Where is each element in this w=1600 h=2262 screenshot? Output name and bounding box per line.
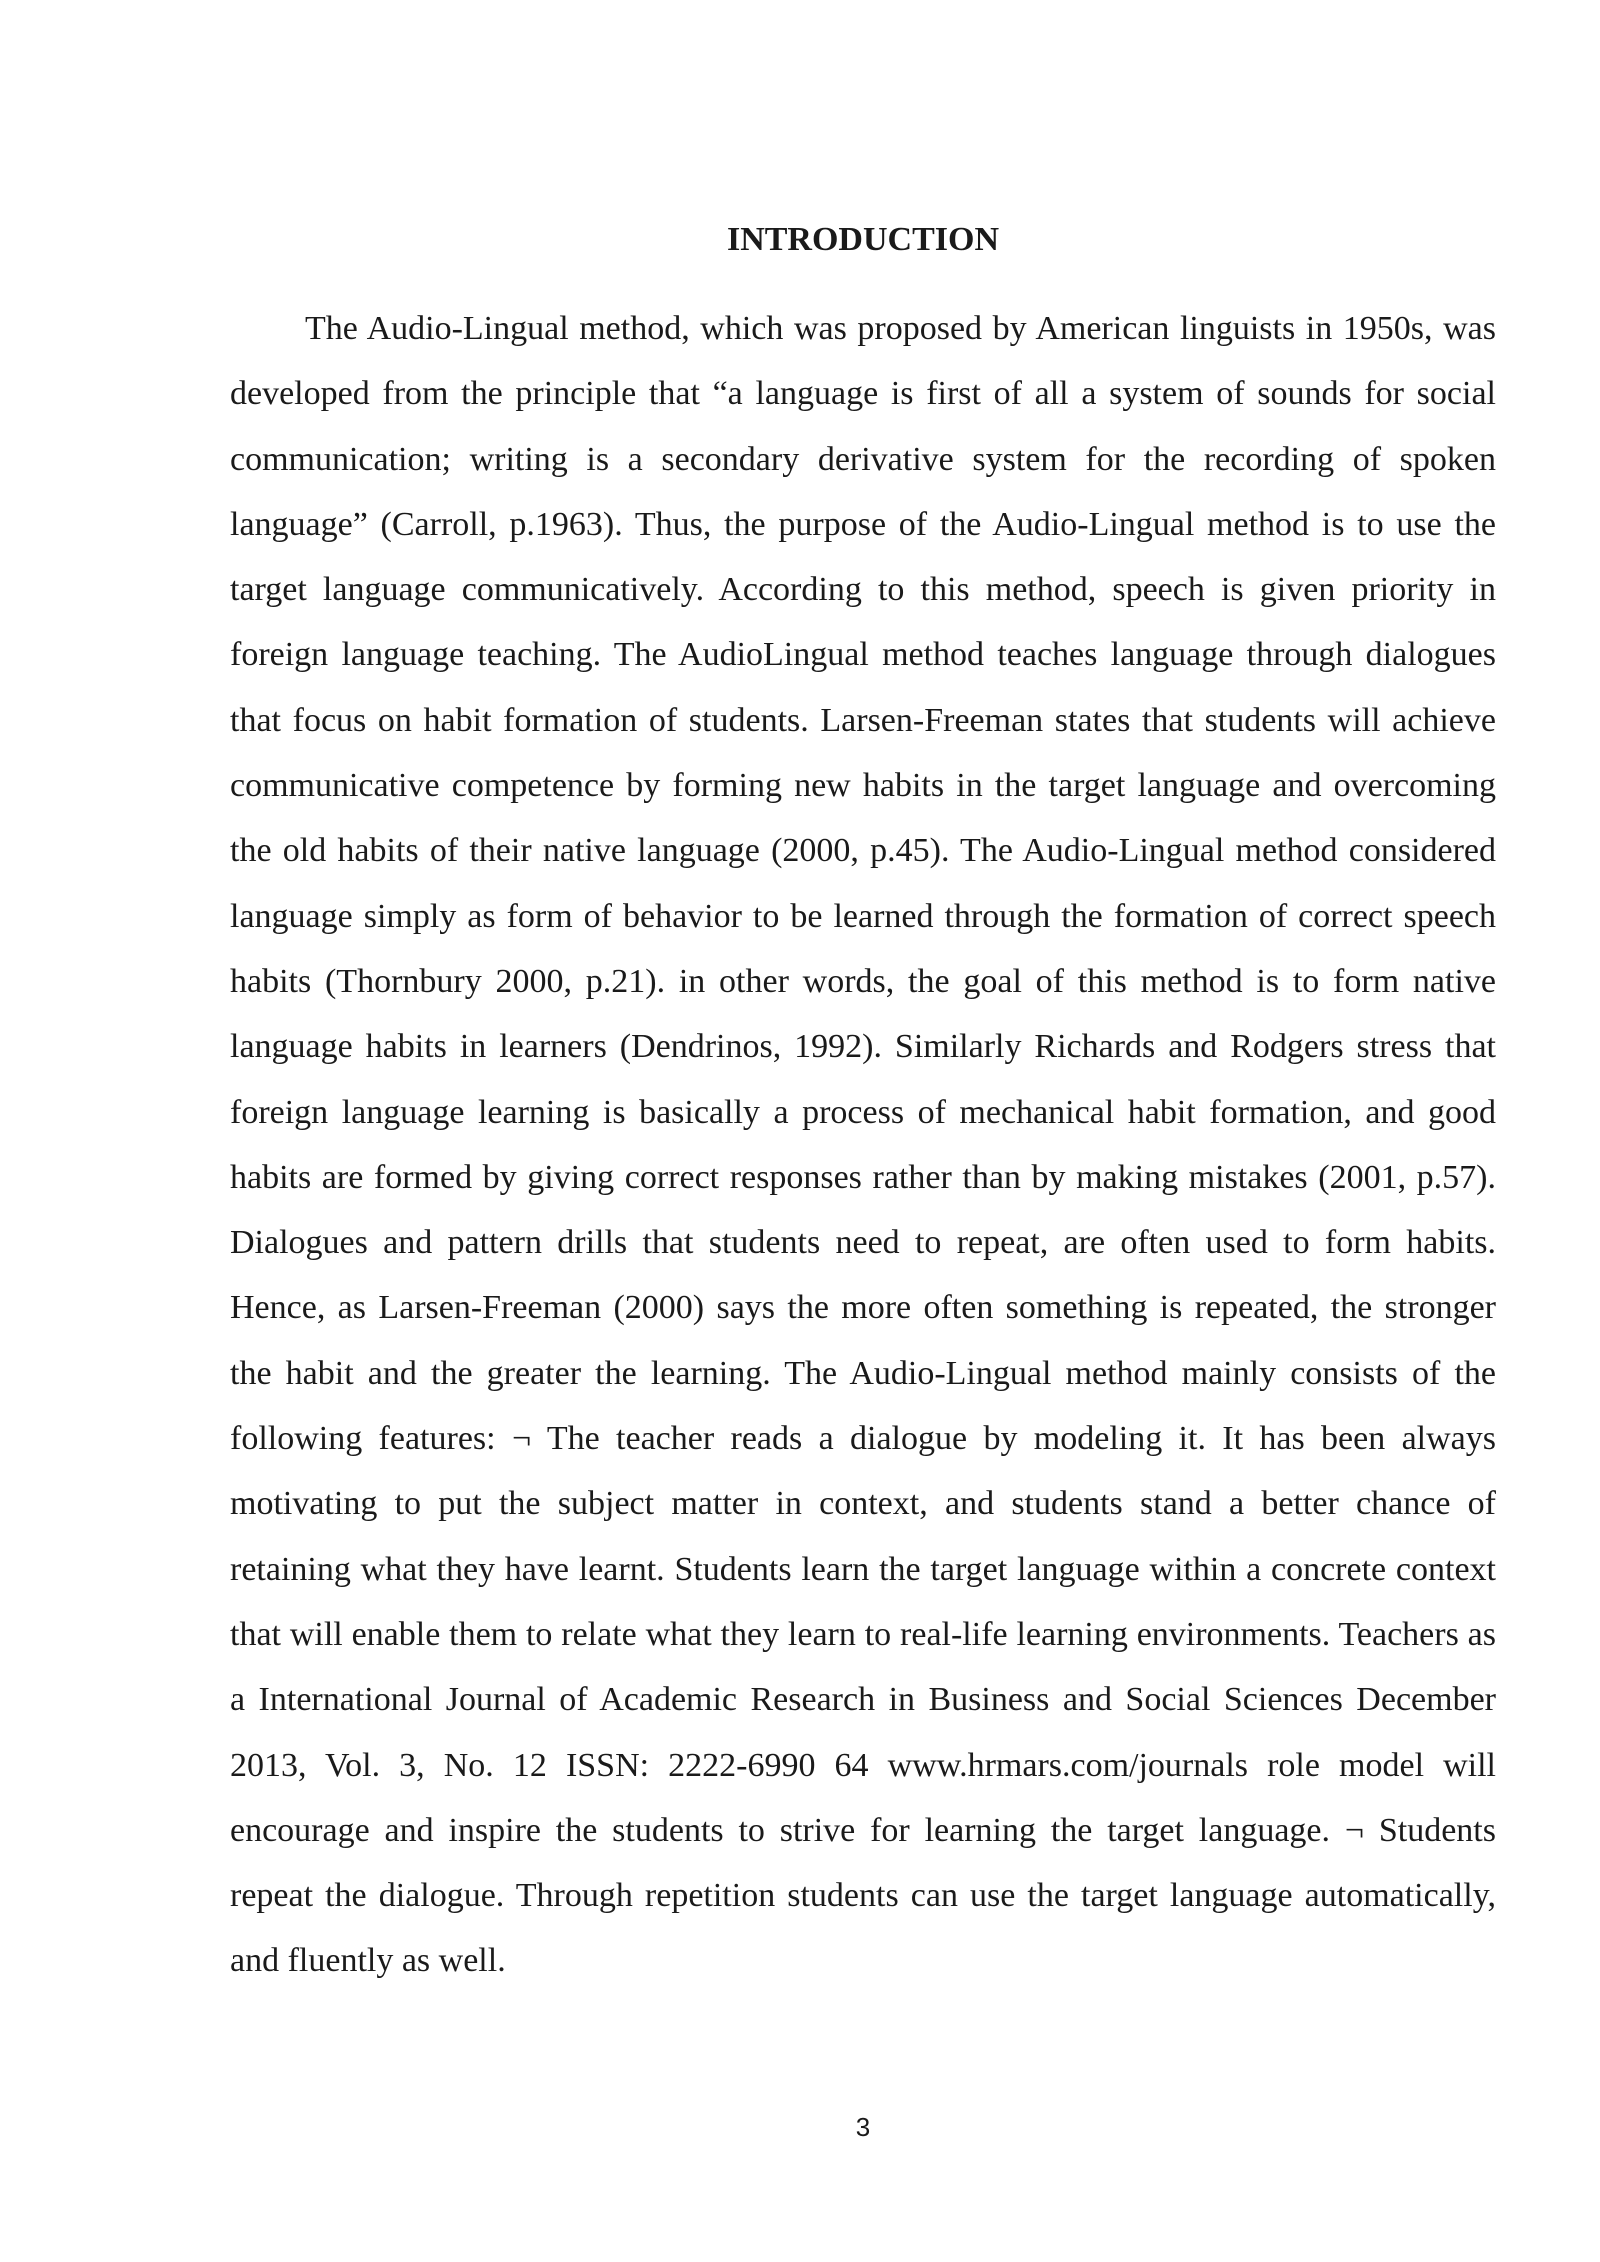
body-paragraph: The Audio-Lingual method, which was proposed by American linguists in 1950s, was developed from the principle that “a language is first of all a system of sounds for social communication; writing is a secondary derivative system for the recording of spoken language” (Carroll, p.1963). Thus, the purpose of the Audio-Lingual method is to use the target language communicatively. According to this method, speech is given priority in foreign language teaching. The AudioLingual method teaches language through dialogues that focus on habit formation of students. Larsen-Freeman states that students will achieve communicative competence by forming new habits in the target language and overcoming the old habits of their native language (2000, p.45). The Audio-Lingual method considered language simply as form of behavior to be learned through the formation of correct speech habits (Thornbury 2000, p.21). in other words, the goal of this method is to form native language habits in learners (Dendrinos, 1992). Similarly Richards and Rodgers stress that foreign language learning is basically a process of mechanical habit formation, and good habits are formed by giving correct responses rather than by making mistakes (2001, p.57). Dialogues and pattern drills that students need to repeat, are often used to form habits. Hence, as Larsen-Freeman (2000) says the more often something is repeated, the stronger the habit and the greater the learning. The Audio-Lingual method mainly consists of the following features: ¬ The teacher reads a dialogue by modeling it. It has been always motivating to put the subject matter in context, and students stand a better chance of retaining what they have learnt. Students learn the target language within a concrete context that will enable them to relate what they learn to real-life learning environments. Teachers as a International Journal of Academic Research in Business and Social Sciences December 2013, Vol. 3, No. 12 ISSN: 2222-6990 64 www.hrmars.com/journals role model will encourage and inspire the students to strive for learning the target language. ¬ Students repeat the dialogue. Through repetition students can use the target language automatically, and fluently as well. (230, 310, 1496, 1980)
section-heading: INTRODUCTION (726, 221, 1000, 258)
page-number: 3 (855, 2112, 871, 2142)
